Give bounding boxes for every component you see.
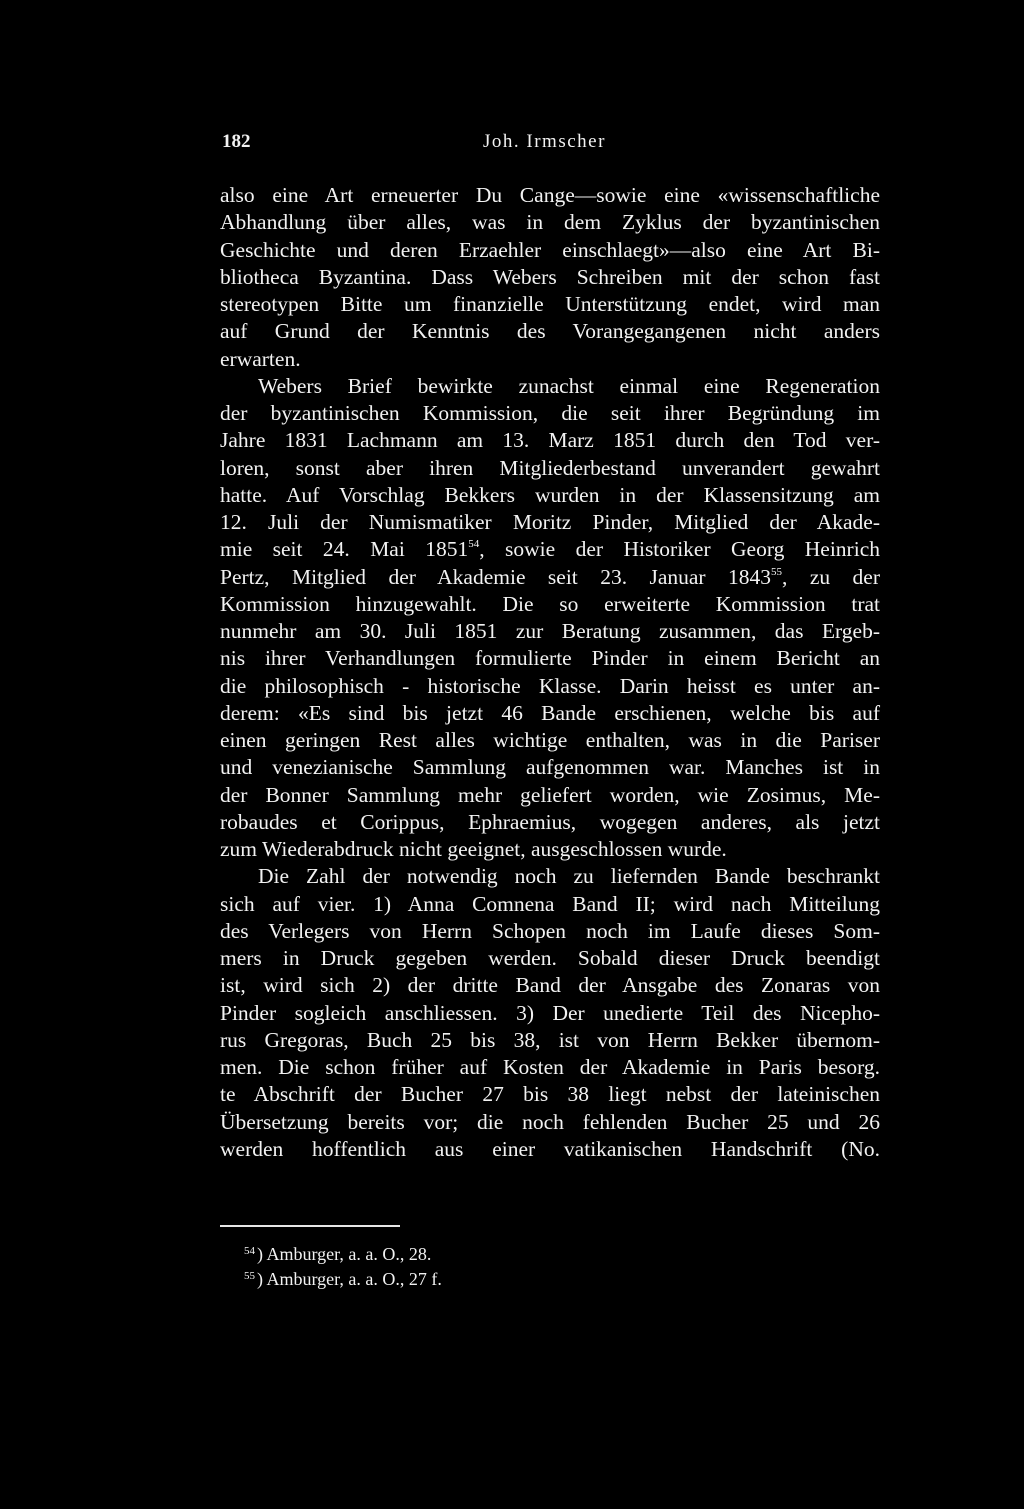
- text-line: nis ihrer Verhandlungen formulierte Pinder in einem Bericht an: [220, 646, 880, 671]
- text-line: nunmehr am 30. Juli 1851 zur Beratung zusammen, das Ergeb-: [220, 619, 880, 643]
- text-line: Pinder sogleich anschliessen. 3) Der unedierte Teil des Nicepho-: [220, 1000, 880, 1025]
- text-line: [220, 536, 880, 563]
- text-line: robaudes et Corippus, Ephraemius, wogegen anderes, als jetzt: [220, 809, 880, 834]
- running-head: Joh. Irmscher: [483, 131, 606, 152]
- text-line: Webers Brief bewirkte zunachst einmal eine Regeneration: [258, 373, 880, 398]
- text-line: stereotypen Bitte um finanzielle Unterstützung endet, wird man: [220, 292, 880, 316]
- text-line: Kommission hinzugewahlt. Die so erweiterte Kommission trat: [220, 591, 880, 616]
- text-line: sich auf vier. 1) Anna Comnena Band II; wird nach Mitteilung: [220, 891, 880, 916]
- footnote-marker: 54: [244, 1245, 255, 1257]
- text-segment: mie seit 24. Mai 1851: [220, 537, 469, 562]
- page-number: 182: [222, 131, 251, 152]
- footnote: [244, 1267, 844, 1292]
- text-line: die philosophisch - historische Klasse. Darin heisst es unter an-: [220, 673, 880, 698]
- text-line: zum Wiederabdruck nicht geeignet, ausgeschlossen wurde.: [220, 837, 727, 861]
- text-line: Jahre 1831 Lachmann am 13. Marz 1851 durch den Tod ver-: [220, 428, 880, 453]
- text-segment: , zu der: [782, 564, 880, 589]
- text-line: 12. Juli der Numismatiker Moritz Pinder, Mitglied der Akade-: [220, 510, 880, 534]
- text-line: der byzantinischen Kommission, die seit ihrer Begründung im: [220, 401, 880, 425]
- footnote-reference: 54: [468, 538, 480, 551]
- text-line: Übersetzung bereits vor; die noch fehlenden Bucher 25 und 26: [220, 1109, 880, 1134]
- text-line: [220, 564, 880, 591]
- footnote-reference: 55: [771, 565, 783, 578]
- text-line: der Bonner Sammlung mehr geliefert worden, wie Zosimus, Me-: [220, 782, 880, 807]
- text-line: einen geringen Rest alles wichtige enthalten, was in die Pariser: [220, 728, 880, 752]
- text-line: Die Zahl der notwendig noch zu liefernden Bande beschrankt: [258, 864, 880, 889]
- footnote-text: ) Amburger, a. a. O., 28.: [257, 1244, 432, 1264]
- text-line: derem: «Es sind bis jetzt 46 Bande erschienen, welche bis auf: [220, 700, 880, 725]
- text-line: auf Grund der Kenntnis des Vorangegangenen nicht anders: [220, 319, 880, 344]
- text-line: Geschichte und deren Erzaehler einschlaegt»—also eine Art Bi-: [220, 237, 880, 262]
- page-header: [220, 131, 880, 157]
- text-segment: , sowie der Historiker Georg Heinrich: [479, 537, 880, 562]
- text-line: rus Gregoras, Buch 25 bis 38, ist von Herrn Bekker übernom-: [220, 1027, 880, 1052]
- text-line: loren, sonst aber ihren Mitgliederbestand unverandert gewahrt: [220, 455, 880, 480]
- text-line: also eine Art erneuerter Du Cange—sowie eine «wissenschaftliche: [220, 183, 880, 207]
- footnotes: [244, 1242, 844, 1292]
- footnote: [244, 1242, 844, 1267]
- footnote-text: ) Amburger, a. a. O., 27 f.: [257, 1269, 442, 1289]
- text-line: werden hoffentlich aus einer vatikanischen Handschrift (No.: [220, 1136, 880, 1161]
- text-line: men. Die schon früher auf Kosten der Akademie in Paris besorg.: [220, 1055, 880, 1079]
- text-line: des Verlegers von Herrn Schopen noch im Laufe dieses Som-: [220, 918, 880, 943]
- text-line: te Abschrift der Bucher 27 bis 38 liegt nebst der lateinischen: [220, 1082, 880, 1107]
- footnote-marker: 55: [244, 1270, 255, 1282]
- text-line: und venezianische Sammlung aufgenommen war. Manches ist in: [220, 755, 880, 780]
- text-line: ist, wird sich 2) der dritte Band der Ansgabe des Zonaras von: [220, 973, 880, 998]
- text-line: Abhandlung über alles, was in dem Zyklus der byzantinischen: [220, 210, 880, 235]
- text-line: erwarten.: [220, 346, 301, 371]
- text-segment: Pertz, Mitglied der Akademie seit 23. Januar 1843: [220, 564, 772, 589]
- text-line: bliotheca Byzantina. Dass Webers Schreiben mit der schon fast: [220, 264, 880, 289]
- text-line: hatte. Auf Vorschlag Bekkers wurden in der Klassensitzung am: [220, 482, 880, 507]
- text-line: mers in Druck gegeben werden. Sobald dieser Druck beendigt: [220, 946, 880, 970]
- body-text: [220, 182, 880, 1163]
- footnote-separator: [220, 1225, 400, 1227]
